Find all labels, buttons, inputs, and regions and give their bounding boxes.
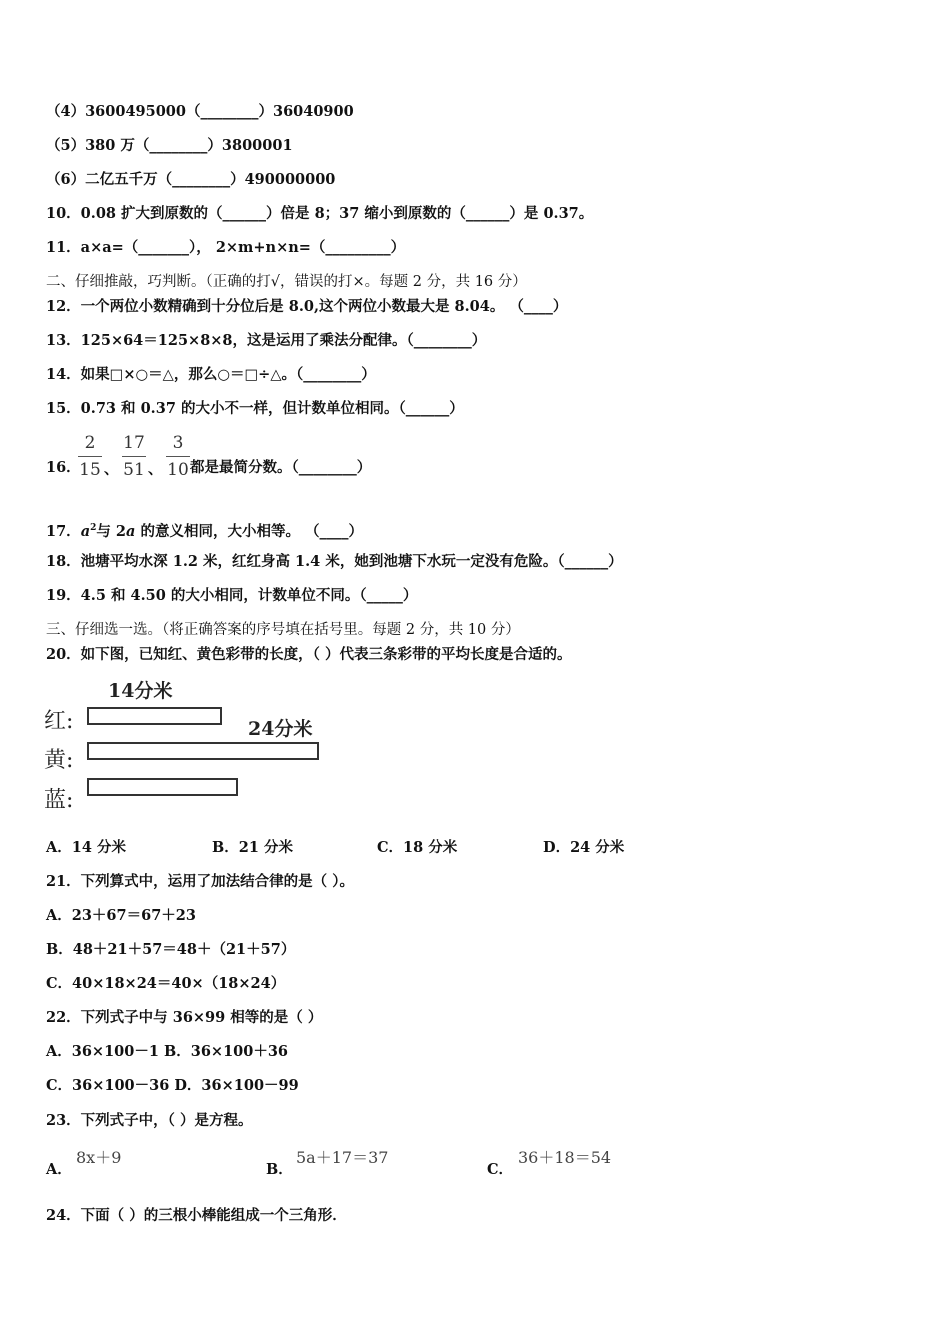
red-ribbon-length: 14分米 <box>108 680 173 702</box>
fraction-1-denominator: 15 <box>79 460 101 480</box>
q18: 18．池塘平均水深 1.2 米，红红身高 1.4 米，她到池塘下水玩一定没有危险。（______） <box>46 553 623 570</box>
fraction-2 <box>122 432 146 481</box>
yellow-label: 黄: <box>44 748 74 773</box>
q23-option-c-label: C． <box>487 1161 514 1178</box>
q17-var-a2: a <box>126 522 136 540</box>
yellow-ribbon-bar <box>87 742 319 760</box>
q16-prefix: 16． <box>46 459 81 476</box>
fraction-3-numerator: 3 <box>172 433 184 453</box>
q19: 19．4.5 和 4.50 的大小相同，计数单位不同。（_____） <box>46 587 418 604</box>
q11: 11．a×a=（_______）， 2×m+n×n=（_________） <box>46 239 406 256</box>
q9-4: （4）3600495000（________）36040900 <box>46 103 354 120</box>
fraction-2-numerator: 17 <box>123 433 145 453</box>
q9-6: （6）二亿五千万（________）490000000 <box>46 171 336 188</box>
q20-option-d: D．24 分米 <box>543 839 625 856</box>
q17-exponent: 2 <box>90 523 97 533</box>
red-ribbon-bar <box>87 707 222 725</box>
q21-option-a: A．23＋67＝67＋23 <box>46 907 196 924</box>
q23-option-a-expression: 8x＋9 <box>76 1148 122 1167</box>
q22-options-cd: C．36×100－36 D．36×100－99 <box>46 1077 299 1094</box>
q22: 22．下列式子中与 36×99 相等的是（ ） <box>46 1009 323 1026</box>
q21-option-b: B．48＋21＋57＝48＋（21＋57） <box>46 941 296 958</box>
q10: 10．0.08 扩大到原数的（______）倍是 8；37 缩小到原数的（______）是 0.37。 <box>46 205 594 222</box>
fraction-separator: 、 <box>104 461 119 478</box>
q20-option-b: B．21 分米 <box>212 839 293 856</box>
q17-suffix: 的意义相同，大小相等。 （____） <box>135 522 364 540</box>
q20-option-a: A．14 分米 <box>46 839 126 856</box>
fraction-1-numerator: 2 <box>84 433 96 453</box>
fraction-3-denominator: 10 <box>167 460 189 480</box>
q14: 14．如果□×○＝△，那么○＝□÷△。（________） <box>46 366 376 383</box>
blue-label: 蓝: <box>44 788 74 813</box>
q17-var-a: a <box>80 522 91 540</box>
q21: 21．下列算式中，运用了加法结合律的是（ ）。 <box>46 873 354 890</box>
q23: 23．下列式子中，（ ）是方程。 <box>46 1112 253 1129</box>
q23-option-c-expression: 36＋18＝54 <box>518 1148 612 1167</box>
q12: 12．一个两位小数精确到十分位后是 8.0,这个两位小数最大是 8.04。 （____） <box>46 298 568 315</box>
fraction-1 <box>78 432 102 481</box>
q22-options-ab: A．36×100－1 B．36×100＋36 <box>46 1043 289 1060</box>
red-label: 红: <box>44 709 74 734</box>
q17-prefix: 17． <box>46 522 81 540</box>
q20: 20．如下图，已知红、黄色彩带的长度，（ ）代表三条彩带的平均长度是合适的。 <box>46 646 572 663</box>
ribbon-figure <box>44 676 344 816</box>
section-2-heading: 二、仔细推敲，巧判断。（正确的打√，错误的打×。每题 2 分，共 16 分） <box>46 274 527 290</box>
q9-5: （5）380 万（________）3800001 <box>46 137 293 154</box>
blue-ribbon-bar <box>87 778 238 796</box>
fraction-bar <box>122 456 146 457</box>
q16-suffix: 都是最简分数。（________） <box>190 459 372 476</box>
q24: 24．下面（ ）的三根小棒能组成一个三角形． <box>46 1207 347 1224</box>
q17-mid: 与 2 <box>96 522 126 540</box>
fraction-2-denominator: 51 <box>123 460 145 480</box>
q17 <box>46 518 363 542</box>
fraction-separator: 、 <box>148 461 163 478</box>
q15: 15．0.73 和 0.37 的大小不一样，但计数单位相同。（______） <box>46 400 464 417</box>
yellow-ribbon-length: 24分米 <box>248 718 313 740</box>
q21-option-c: C．40×18×24＝40×（18×24） <box>46 975 286 992</box>
fraction-bar <box>166 456 190 457</box>
q20-option-c: C．18 分米 <box>377 839 458 856</box>
section-3-heading: 三、仔细选一选。（将正确答案的序号填在括号里。每题 2 分，共 10 分） <box>46 622 520 638</box>
fraction-bar <box>78 456 102 457</box>
q23-option-a-label: A． <box>46 1161 72 1178</box>
fraction-3 <box>166 432 190 481</box>
q23-option-b-label: B． <box>266 1161 293 1178</box>
q13: 13．125×64＝125×8×8，这是运用了乘法分配律。（________） <box>46 332 487 349</box>
q23-option-b-expression: 5a＋17＝37 <box>296 1148 389 1167</box>
